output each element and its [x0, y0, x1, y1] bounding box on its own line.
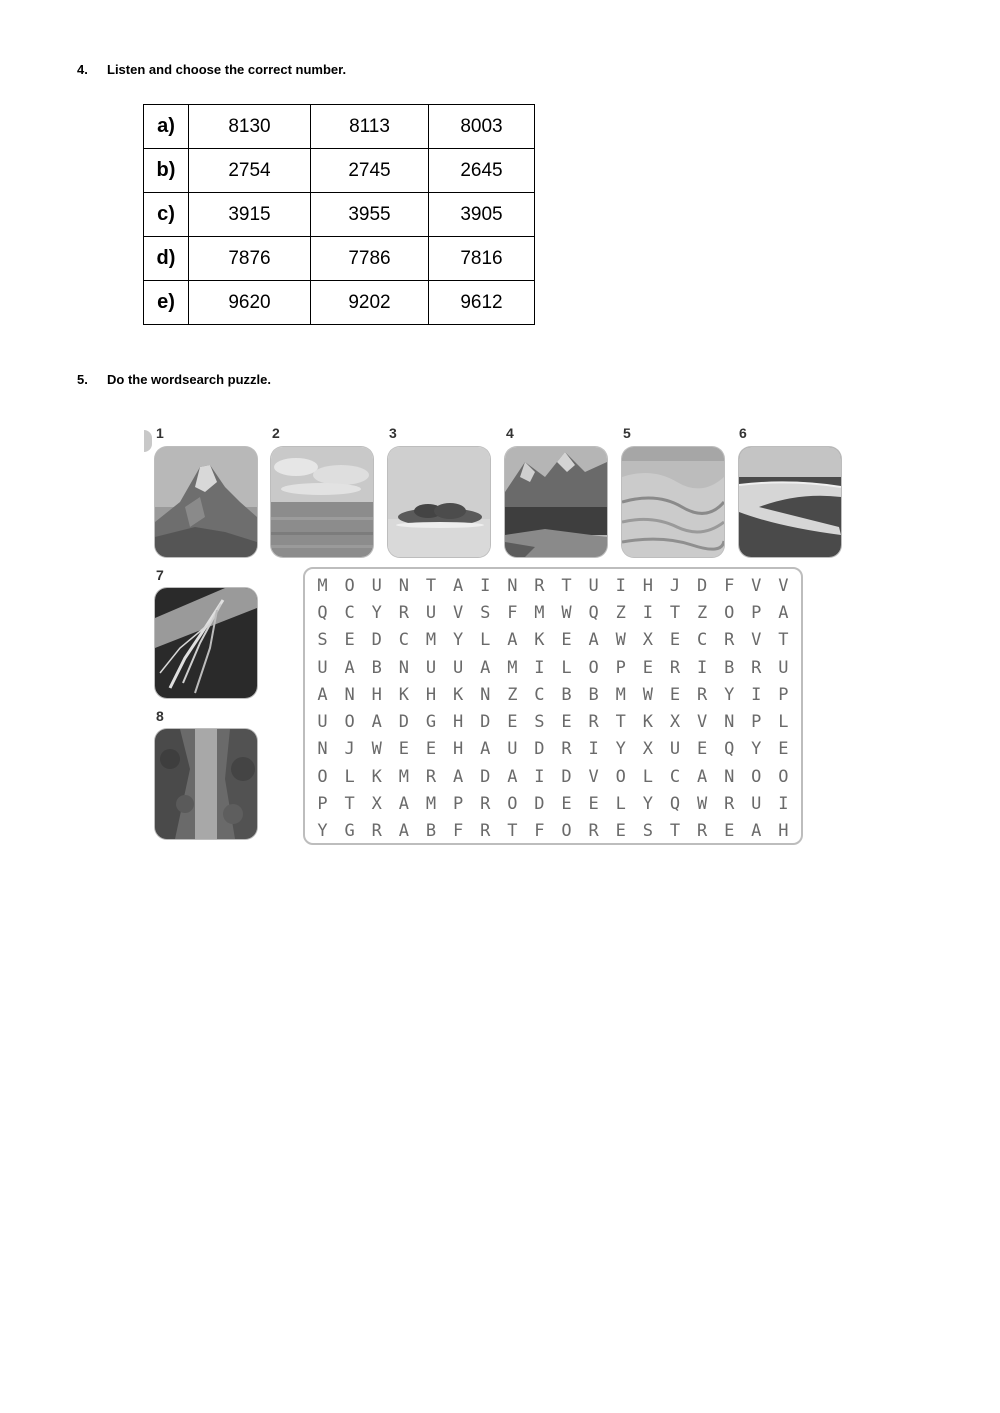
- grid-letter[interactable]: C: [398, 630, 409, 651]
- grid-letter[interactable]: I: [778, 794, 789, 815]
- grid-letter[interactable]: G: [344, 821, 355, 842]
- grid-letter[interactable]: V: [696, 712, 708, 733]
- grid-row: [309, 599, 797, 626]
- grid-letter[interactable]: O: [615, 766, 626, 787]
- grid-letter[interactable]: Q: [317, 602, 328, 623]
- grid-letter[interactable]: I: [534, 657, 545, 678]
- grid-letter[interactable]: O: [344, 712, 355, 733]
- grid-letter[interactable]: I: [534, 766, 545, 787]
- grid-letter[interactable]: S: [480, 602, 491, 623]
- grid-letter[interactable]: I: [615, 575, 626, 596]
- grid-letter[interactable]: N: [724, 712, 735, 733]
- grid-letter[interactable]: N: [507, 575, 518, 596]
- grid-letter[interactable]: H: [371, 684, 382, 705]
- grid-letter[interactable]: P: [751, 602, 762, 623]
- grid-letter[interactable]: D: [371, 630, 382, 651]
- picture-number-3: 3: [389, 425, 397, 441]
- grid-letter[interactable]: R: [696, 821, 708, 842]
- grid-letter[interactable]: A: [507, 630, 518, 651]
- grid-row: [309, 790, 797, 817]
- grid-letter[interactable]: Y: [751, 739, 762, 760]
- grid-letter[interactable]: K: [371, 766, 382, 787]
- grid-letter[interactable]: D: [561, 766, 572, 787]
- grid-letter[interactable]: O: [724, 602, 735, 623]
- grid-letter[interactable]: T: [561, 575, 572, 596]
- grid-letter[interactable]: P: [751, 712, 762, 733]
- grid-letter[interactable]: N: [398, 657, 409, 678]
- number-option[interactable]: 2745: [311, 149, 429, 193]
- number-option[interactable]: 7816: [429, 237, 535, 281]
- grid-letter[interactable]: D: [398, 712, 409, 733]
- exercise-5-number: 5.: [77, 372, 88, 387]
- grid-letter[interactable]: F: [724, 575, 735, 596]
- grid-letter[interactable]: M: [534, 602, 545, 623]
- grid-letter[interactable]: I: [588, 739, 599, 760]
- grid-letter[interactable]: R: [371, 821, 382, 842]
- exercise-4-number: 4.: [77, 62, 88, 77]
- grid-letter[interactable]: J: [344, 739, 355, 760]
- grid-letter[interactable]: E: [724, 821, 735, 842]
- grid-letter[interactable]: G: [425, 712, 437, 733]
- grid-letter[interactable]: A: [480, 657, 491, 678]
- grid-letter[interactable]: T: [344, 794, 355, 815]
- grid-letter[interactable]: T: [615, 712, 626, 733]
- grid-letter[interactable]: M: [425, 630, 437, 651]
- grid-letter[interactable]: R: [751, 657, 762, 678]
- grid-letter[interactable]: Y: [317, 821, 328, 842]
- grid-letter[interactable]: O: [561, 821, 572, 842]
- grid-letter[interactable]: H: [642, 575, 653, 596]
- grid-letter[interactable]: P: [778, 684, 789, 705]
- desert-photo: [622, 447, 724, 557]
- exercise-5-heading: [77, 372, 271, 387]
- grid-letter[interactable]: M: [317, 575, 328, 596]
- grid-letter[interactable]: R: [561, 739, 572, 760]
- grid-letter[interactable]: Y: [724, 684, 735, 705]
- grid-letter[interactable]: S: [534, 712, 545, 733]
- grid-letter[interactable]: D: [480, 712, 491, 733]
- grid-letter[interactable]: E: [561, 712, 572, 733]
- grid-letter[interactable]: R: [696, 684, 708, 705]
- grid-letter[interactable]: C: [669, 766, 681, 787]
- forest-photo: [155, 729, 257, 839]
- grid-letter[interactable]: R: [724, 794, 735, 815]
- grid-letter[interactable]: B: [371, 657, 382, 678]
- grid-letter[interactable]: I: [696, 657, 708, 678]
- number-option[interactable]: 9620: [189, 281, 311, 325]
- grid-letter[interactable]: P: [615, 657, 626, 678]
- island-photo: [388, 447, 490, 557]
- grid-letter[interactable]: X: [642, 630, 653, 651]
- grid-row: [309, 627, 797, 654]
- number-option[interactable]: 2754: [189, 149, 311, 193]
- grid-letter[interactable]: Y: [371, 602, 382, 623]
- grid-letter[interactable]: A: [751, 821, 762, 842]
- grid-letter[interactable]: L: [561, 657, 572, 678]
- grid-letter[interactable]: V: [778, 575, 789, 596]
- number-option[interactable]: 9202: [311, 281, 429, 325]
- grid-row: [309, 708, 797, 735]
- page-tab-marker: [144, 430, 152, 452]
- grid-letter[interactable]: V: [751, 630, 762, 651]
- number-option[interactable]: 9612: [429, 281, 535, 325]
- grid-letter[interactable]: E: [561, 794, 572, 815]
- grid-letter[interactable]: R: [480, 821, 491, 842]
- grid-letter[interactable]: Q: [588, 602, 599, 623]
- grid-letter[interactable]: S: [317, 630, 328, 651]
- grid-row: [309, 572, 797, 599]
- grid-letter[interactable]: A: [452, 575, 464, 596]
- grid-letter[interactable]: K: [642, 712, 653, 733]
- grid-letter[interactable]: U: [425, 657, 437, 678]
- grid-letter[interactable]: U: [588, 575, 599, 596]
- grid-letter[interactable]: A: [371, 712, 382, 733]
- grid-letter[interactable]: E: [425, 739, 437, 760]
- picture-number-5: 5: [623, 425, 631, 441]
- grid-letter[interactable]: R: [588, 712, 599, 733]
- grid-letter[interactable]: B: [561, 684, 572, 705]
- grid-letter[interactable]: W: [696, 794, 708, 815]
- table-row: [144, 149, 535, 193]
- grid-row: [309, 681, 797, 708]
- grid-letter[interactable]: O: [778, 766, 789, 787]
- sea-photo: [271, 447, 373, 557]
- grid-letter[interactable]: F: [534, 821, 545, 842]
- grid-letter[interactable]: H: [778, 821, 789, 842]
- grid-letter[interactable]: V: [588, 766, 599, 787]
- grid-letter[interactable]: M: [398, 766, 409, 787]
- grid-letter[interactable]: Z: [507, 684, 518, 705]
- grid-letter[interactable]: X: [371, 794, 382, 815]
- grid-letter[interactable]: E: [344, 630, 355, 651]
- table-row: [144, 105, 535, 149]
- mountain-photo: [155, 447, 257, 557]
- grid-letter[interactable]: A: [507, 766, 518, 787]
- grid-letter[interactable]: O: [317, 766, 328, 787]
- grid-row: [309, 654, 797, 681]
- grid-letter[interactable]: B: [588, 684, 599, 705]
- table-row: [144, 281, 535, 325]
- grid-letter[interactable]: A: [398, 821, 409, 842]
- grid-letter[interactable]: K: [534, 630, 545, 651]
- grid-letter[interactable]: I: [480, 575, 491, 596]
- grid-letter[interactable]: U: [669, 739, 681, 760]
- grid-letter[interactable]: K: [398, 684, 409, 705]
- grid-letter[interactable]: M: [507, 657, 518, 678]
- grid-letter[interactable]: H: [452, 712, 464, 733]
- grid-letter[interactable]: O: [588, 657, 599, 678]
- grid-letter[interactable]: O: [344, 575, 355, 596]
- wordsearch-grid: [303, 567, 803, 845]
- picture-number-7: 7: [156, 567, 164, 583]
- grid-letter[interactable]: Y: [452, 630, 464, 651]
- grid-letter[interactable]: U: [507, 739, 518, 760]
- grid-letter[interactable]: I: [642, 602, 653, 623]
- grid-letter[interactable]: N: [344, 684, 355, 705]
- grid-letter[interactable]: E: [669, 630, 681, 651]
- grid-letter[interactable]: R: [425, 766, 437, 787]
- grid-letter[interactable]: B: [724, 657, 735, 678]
- grid-letter[interactable]: R: [669, 657, 681, 678]
- grid-letter[interactable]: T: [778, 630, 789, 651]
- grid-letter[interactable]: B: [425, 821, 437, 842]
- grid-letter[interactable]: L: [778, 712, 789, 733]
- grid-letter[interactable]: T: [507, 821, 518, 842]
- grid-letter[interactable]: D: [480, 766, 491, 787]
- grid-letter[interactable]: W: [642, 684, 653, 705]
- grid-letter[interactable]: F: [507, 602, 518, 623]
- number-option[interactable]: 7876: [189, 237, 311, 281]
- grid-letter[interactable]: L: [642, 766, 653, 787]
- picture-number-4: 4: [506, 425, 514, 441]
- grid-letter[interactable]: T: [425, 575, 437, 596]
- grid-letter[interactable]: N: [317, 739, 328, 760]
- grid-letter[interactable]: C: [696, 630, 708, 651]
- exercise-4-heading: [77, 62, 346, 77]
- grid-letter[interactable]: R: [724, 630, 735, 651]
- grid-letter[interactable]: H: [452, 739, 464, 760]
- row-label: e): [144, 281, 189, 325]
- grid-letter[interactable]: E: [642, 657, 653, 678]
- number-option[interactable]: 8130: [189, 105, 311, 149]
- grid-row: [309, 818, 797, 845]
- grid-letter[interactable]: D: [696, 575, 708, 596]
- exercise-4-instruction: Listen and choose the correct number.: [107, 62, 347, 77]
- grid-letter[interactable]: D: [534, 794, 545, 815]
- grid-letter[interactable]: Z: [615, 602, 626, 623]
- row-label: b): [144, 149, 189, 193]
- number-option[interactable]: 7786: [311, 237, 429, 281]
- grid-letter[interactable]: M: [425, 794, 437, 815]
- picture-number-8: 8: [156, 708, 164, 724]
- grid-letter[interactable]: C: [534, 684, 545, 705]
- grid-letter[interactable]: L: [480, 630, 491, 651]
- grid-letter[interactable]: T: [669, 821, 681, 842]
- number-option[interactable]: 3905: [429, 193, 535, 237]
- grid-letter[interactable]: O: [507, 794, 518, 815]
- grid-letter[interactable]: A: [696, 766, 708, 787]
- grid-letter[interactable]: P: [452, 794, 464, 815]
- grid-letter[interactable]: R: [398, 602, 409, 623]
- grid-letter[interactable]: E: [696, 739, 708, 760]
- grid-letter[interactable]: E: [398, 739, 409, 760]
- grid-letter[interactable]: U: [371, 575, 382, 596]
- grid-letter[interactable]: E: [615, 821, 626, 842]
- grid-letter[interactable]: Y: [615, 739, 626, 760]
- grid-letter[interactable]: J: [669, 575, 681, 596]
- grid-letter[interactable]: O: [751, 766, 762, 787]
- grid-letter[interactable]: H: [425, 684, 437, 705]
- grid-letter[interactable]: U: [425, 602, 437, 623]
- table-row: [144, 193, 535, 237]
- grid-letter[interactable]: W: [615, 630, 626, 651]
- grid-letter[interactable]: A: [480, 739, 491, 760]
- grid-letter[interactable]: A: [398, 794, 409, 815]
- grid-letter[interactable]: W: [371, 739, 382, 760]
- grid-letter[interactable]: N: [724, 766, 735, 787]
- grid-letter[interactable]: X: [642, 739, 653, 760]
- grid-letter[interactable]: U: [452, 657, 464, 678]
- grid-letter[interactable]: L: [615, 794, 626, 815]
- grid-letter[interactable]: Q: [669, 794, 681, 815]
- grid-letter[interactable]: U: [778, 657, 789, 678]
- grid-row: [309, 763, 797, 790]
- row-label: a): [144, 105, 189, 149]
- number-option[interactable]: 8003: [429, 105, 535, 149]
- grid-letter[interactable]: Z: [696, 602, 708, 623]
- grid-row: [309, 736, 797, 763]
- grid-letter[interactable]: S: [642, 821, 653, 842]
- number-option[interactable]: 2645: [429, 149, 535, 193]
- grid-letter[interactable]: A: [344, 657, 355, 678]
- grid-letter[interactable]: W: [561, 602, 572, 623]
- river-photo: [739, 447, 841, 557]
- grid-letter[interactable]: A: [452, 766, 464, 787]
- number-choice-table: [143, 104, 535, 325]
- grid-letter[interactable]: L: [344, 766, 355, 787]
- picture-number-6: 6: [739, 425, 747, 441]
- grid-letter[interactable]: R: [534, 575, 545, 596]
- grid-letter[interactable]: F: [452, 821, 464, 842]
- grid-letter[interactable]: Q: [724, 739, 735, 760]
- grid-letter[interactable]: E: [778, 739, 789, 760]
- row-label: c): [144, 193, 189, 237]
- volcano-photo: [155, 588, 257, 698]
- grid-letter[interactable]: E: [588, 794, 599, 815]
- grid-letter[interactable]: C: [344, 602, 355, 623]
- row-label: d): [144, 237, 189, 281]
- grid-letter[interactable]: R: [588, 821, 599, 842]
- grid-letter[interactable]: I: [751, 684, 762, 705]
- grid-letter[interactable]: V: [751, 575, 762, 596]
- grid-letter[interactable]: N: [398, 575, 409, 596]
- grid-letter[interactable]: U: [317, 712, 328, 733]
- grid-letter[interactable]: K: [452, 684, 464, 705]
- grid-letter[interactable]: U: [751, 794, 762, 815]
- number-option[interactable]: 3915: [189, 193, 311, 237]
- grid-letter[interactable]: E: [561, 630, 572, 651]
- grid-letter[interactable]: Y: [642, 794, 653, 815]
- grid-letter[interactable]: X: [669, 712, 681, 733]
- picture-number-2: 2: [272, 425, 280, 441]
- grid-letter[interactable]: N: [480, 684, 491, 705]
- grid-letter[interactable]: A: [588, 630, 599, 651]
- grid-letter[interactable]: T: [669, 602, 681, 623]
- table-row: [144, 237, 535, 281]
- grid-letter[interactable]: M: [615, 684, 626, 705]
- grid-letter[interactable]: D: [534, 739, 545, 760]
- number-option[interactable]: 3955: [311, 193, 429, 237]
- grid-letter[interactable]: V: [452, 602, 464, 623]
- lake-photo: [505, 447, 607, 557]
- grid-letter[interactable]: P: [317, 794, 328, 815]
- grid-letter[interactable]: E: [669, 684, 681, 705]
- picture-number-1: 1: [156, 425, 164, 441]
- grid-letter[interactable]: U: [317, 657, 328, 678]
- number-option[interactable]: 8113: [311, 105, 429, 149]
- exercise-5-instruction: Do the wordsearch puzzle.: [107, 372, 271, 387]
- grid-letter[interactable]: A: [778, 602, 789, 623]
- grid-letter[interactable]: E: [507, 712, 518, 733]
- grid-letter[interactable]: A: [317, 684, 328, 705]
- grid-letter[interactable]: R: [480, 794, 491, 815]
